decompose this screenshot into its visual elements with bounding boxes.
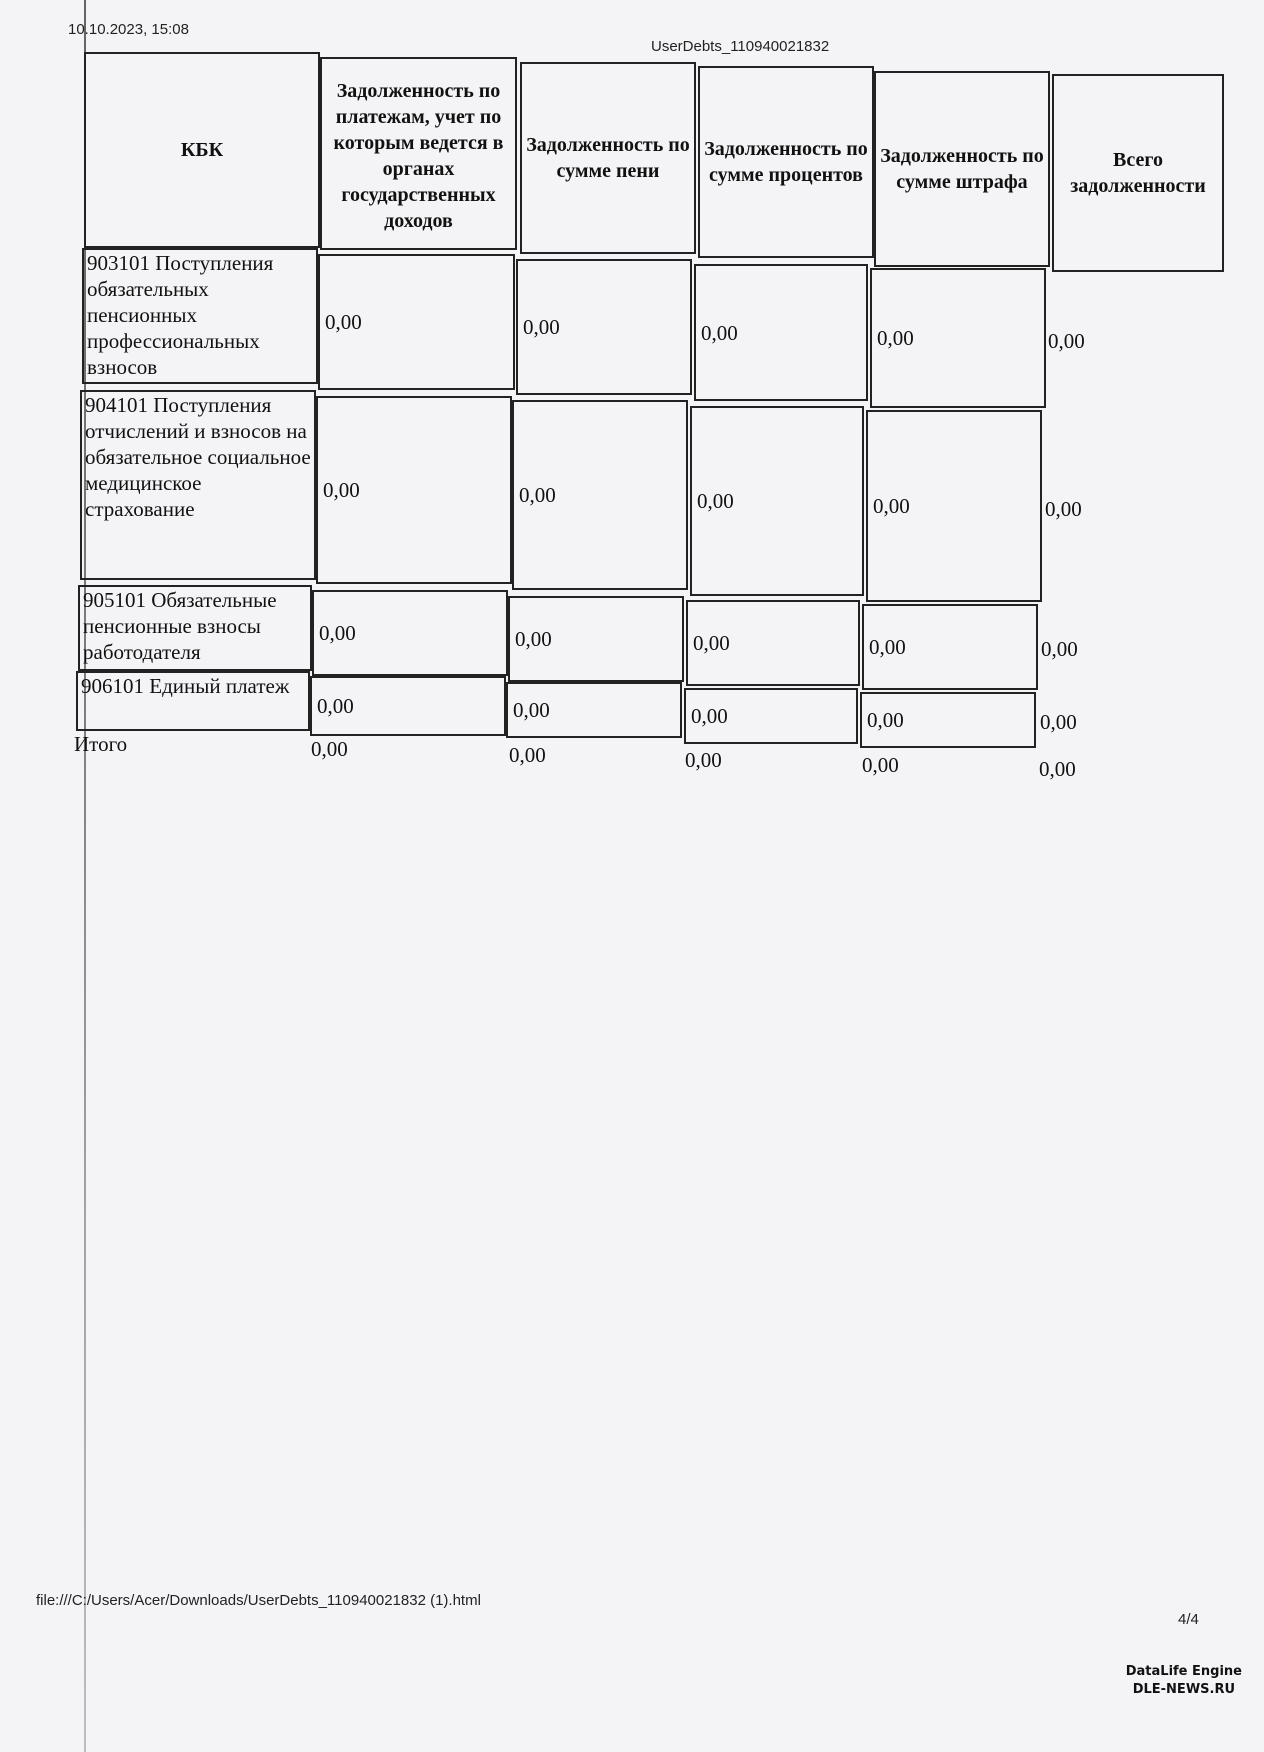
- table-cell-penalty: 0,00: [516, 259, 692, 395]
- column-header-fine: Задолженность по сумме штрафа: [874, 71, 1050, 267]
- column-header-total: Всего задолженности: [1052, 74, 1224, 272]
- table-cell-interest: 0,00: [694, 264, 868, 401]
- column-header-payments: Задолженность по платежам, учет по которым ведется в органах государственных доходов: [320, 57, 517, 250]
- table-row-kbk: 905101 Обязательные пенсионные взносы работодателя: [78, 585, 312, 671]
- table-cell-penalty: 0,00: [512, 400, 688, 590]
- totals-label: Итого: [74, 732, 128, 756]
- totals-total: 0,00: [1039, 757, 1076, 781]
- table-cell-interest: 0,00: [690, 406, 864, 596]
- column-header-penalty: Задолженность по сумме пени: [520, 62, 696, 254]
- table-cell-fine: 0,00: [862, 604, 1038, 690]
- watermark: [1126, 1663, 1242, 1699]
- table-cell-payments: 0,00: [318, 254, 515, 390]
- totals-interest: 0,00: [685, 748, 722, 772]
- watermark-line-2: DLE-NEWS.RU: [1132, 1682, 1236, 1697]
- totals-fine: 0,00: [862, 753, 899, 777]
- table-cell-total: 0,00: [1041, 637, 1078, 661]
- column-header-kbk: КБК: [84, 52, 320, 248]
- table-row-kbk: 903101 Поступления обязательных пенсионных профессиональных взносов: [82, 248, 318, 384]
- table-row-kbk: 906101 Единый платеж: [76, 671, 310, 731]
- column-header-interest: Задолженность по сумме процентов: [698, 66, 874, 258]
- watermark-line-1: DataLife Engine: [1125, 1664, 1242, 1679]
- table-cell-total: 0,00: [1040, 710, 1077, 734]
- totals-payments: 0,00: [311, 737, 348, 761]
- table-cell-penalty: 0,00: [508, 596, 684, 682]
- table-cell-penalty: 0,00: [506, 682, 682, 738]
- page-number: 4/4: [1178, 1611, 1199, 1628]
- table-cell-payments: 0,00: [316, 396, 512, 584]
- table-cell-payments: 0,00: [310, 676, 506, 736]
- table-cell-total: 0,00: [1045, 497, 1082, 521]
- table-cell-fine: 0,00: [870, 268, 1046, 408]
- print-file-path: file:///C:/Users/Acer/Downloads/UserDebts_110940021832 (1).html: [36, 1592, 481, 1609]
- table-cell-total: 0,00: [1048, 329, 1085, 353]
- table-cell-payments: 0,00: [312, 590, 508, 676]
- print-datetime: 10.10.2023, 15:08: [68, 21, 189, 38]
- totals-penalty: 0,00: [509, 743, 546, 767]
- table-row-kbk: 904101 Поступления отчислений и взносов на обязательное социальное медицинское страхование: [80, 390, 316, 580]
- table-cell-interest: 0,00: [684, 688, 858, 744]
- table-cell-fine: 0,00: [866, 410, 1042, 602]
- table-cell-interest: 0,00: [686, 600, 860, 686]
- table-cell-fine: 0,00: [860, 692, 1036, 748]
- print-document-title: UserDebts_110940021832: [651, 38, 830, 55]
